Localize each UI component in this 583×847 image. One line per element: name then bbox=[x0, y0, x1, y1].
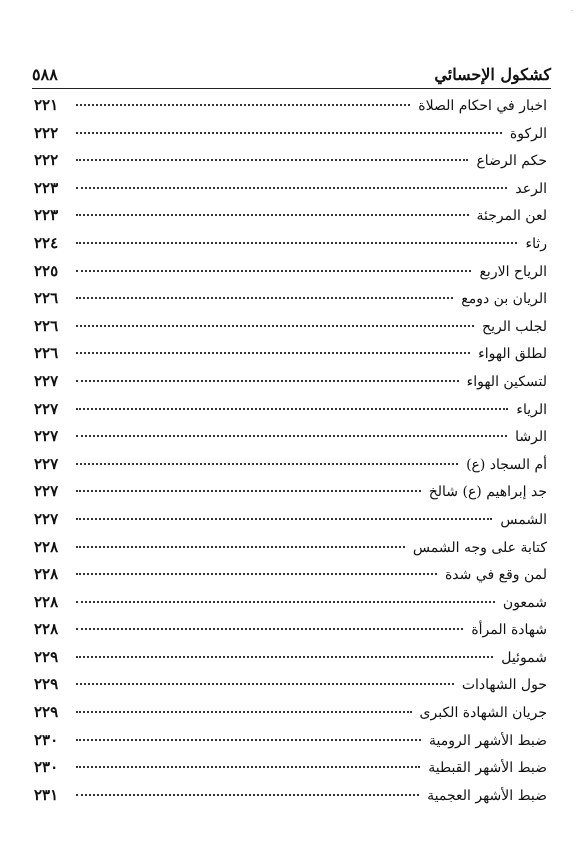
toc-entry-page: ٢٢٣ bbox=[34, 206, 59, 225]
toc-entry-page: ٢٢١ bbox=[34, 96, 59, 114]
toc-entry-title: ضبط الأشهر الرومية bbox=[429, 732, 547, 749]
dot-leader bbox=[76, 601, 495, 603]
toc-entry-page: ٢٣١ bbox=[34, 785, 59, 804]
toc-entry-page: ٢٢٤ bbox=[34, 233, 59, 252]
toc-entry-page: ٢٢٦ bbox=[34, 344, 59, 363]
toc-entry-title: الريان بن دومع bbox=[461, 291, 547, 308]
dot-leader bbox=[76, 380, 459, 382]
table-of-contents bbox=[34, 92, 547, 809]
toc-entry-title: الرياح الاربع bbox=[479, 263, 547, 280]
toc-entry-title: لمن وقع في شدة bbox=[444, 567, 547, 584]
toc-entry-title: الرعد bbox=[515, 180, 547, 197]
dot-leader bbox=[76, 242, 517, 244]
toc-entry bbox=[34, 258, 547, 286]
dot-leader bbox=[76, 159, 468, 161]
toc-entry bbox=[34, 340, 547, 368]
toc-entry bbox=[34, 782, 547, 810]
toc-entry bbox=[34, 616, 547, 644]
toc-entry bbox=[34, 534, 547, 562]
toc-entry-title: جريان الشهادة الكبرى bbox=[419, 705, 547, 722]
toc-entry-title: لتسكين الهواء bbox=[466, 373, 547, 390]
toc-entry bbox=[34, 92, 547, 120]
dot-leader bbox=[76, 435, 507, 437]
toc-entry-page: ٢٢٧ bbox=[34, 427, 59, 446]
toc-entry bbox=[34, 506, 547, 534]
toc-entry-title: شموئيل bbox=[501, 649, 547, 666]
toc-entry-title: ضبط الأشهر العجمية bbox=[427, 787, 547, 804]
dot-leader bbox=[76, 683, 454, 685]
toc-entry bbox=[34, 285, 547, 313]
toc-entry-page: ٢٢٦ bbox=[34, 316, 59, 335]
toc-entry-page: ٢٢٨ bbox=[34, 620, 59, 639]
book-title: كشكول الإحسائي bbox=[434, 65, 551, 84]
toc-entry-title: رثاء bbox=[525, 235, 547, 252]
dot-leader bbox=[76, 518, 492, 520]
toc-entry-title: كتابة على وجه الشمس bbox=[412, 539, 547, 556]
corner-mark: · bbox=[571, 8, 573, 15]
toc-entry bbox=[34, 644, 547, 672]
toc-entry-page: ٢٣٠ bbox=[34, 758, 59, 777]
dot-leader bbox=[76, 297, 453, 299]
toc-entry-page: ٢٢٩ bbox=[34, 647, 59, 666]
toc-entry-page: ٢٢٢ bbox=[34, 123, 59, 142]
toc-entry-page: ٢٢٨ bbox=[34, 565, 59, 584]
toc-entry-page: ٢٢٦ bbox=[34, 289, 59, 308]
toc-entry-title: الرشا bbox=[515, 429, 547, 446]
page-header bbox=[32, 58, 551, 84]
toc-entry bbox=[34, 120, 547, 148]
toc-entry-page: ٢٢٣ bbox=[34, 178, 59, 197]
toc-entry-title: لجلب الريح bbox=[482, 318, 547, 335]
toc-entry bbox=[34, 451, 547, 479]
dot-leader bbox=[76, 766, 420, 768]
toc-entry bbox=[34, 396, 547, 424]
dot-leader bbox=[76, 739, 421, 741]
dot-leader bbox=[76, 325, 474, 327]
toc-entry bbox=[34, 202, 547, 230]
dot-leader bbox=[76, 132, 502, 134]
toc-entry-page: ٢٣٠ bbox=[34, 730, 59, 749]
dot-leader bbox=[76, 408, 508, 410]
toc-entry-title: ضبط الأشهر القبطية bbox=[428, 760, 547, 777]
toc-entry bbox=[34, 727, 547, 755]
dot-leader bbox=[76, 187, 507, 189]
toc-entry-page: ٢٢٧ bbox=[34, 399, 59, 418]
toc-entry-page: ٢٢٧ bbox=[34, 371, 59, 390]
toc-entry-page: ٢٢٨ bbox=[34, 592, 59, 611]
toc-entry-title: جد إبراهيم (ع) شالخ bbox=[428, 484, 547, 501]
toc-entry bbox=[34, 671, 547, 699]
toc-entry-title: لطلق الهواء bbox=[478, 346, 547, 363]
toc-entry-page: ٢٢٧ bbox=[34, 482, 59, 501]
dot-leader bbox=[76, 711, 412, 713]
toc-entry bbox=[34, 313, 547, 341]
toc-entry bbox=[34, 175, 547, 203]
toc-entry-page: ٢٢٨ bbox=[34, 537, 59, 556]
toc-entry-title: الشمس bbox=[500, 511, 547, 528]
dot-leader bbox=[76, 573, 437, 575]
toc-entry-page: ٢٢٧ bbox=[34, 509, 59, 528]
toc-entry-title: حكم الرضاع bbox=[476, 153, 547, 170]
dot-leader bbox=[76, 214, 469, 216]
toc-entry-page: ٢٢٥ bbox=[34, 261, 59, 280]
toc-entry bbox=[34, 230, 547, 258]
dot-leader bbox=[76, 104, 410, 106]
toc-entry-title: لعن المرجئة bbox=[476, 208, 547, 225]
page-number: ٥٨٨ bbox=[32, 65, 58, 84]
toc-entry-title: الرياء bbox=[516, 401, 547, 418]
toc-entry-page: ٢٢٢ bbox=[34, 151, 59, 170]
dot-leader bbox=[76, 794, 419, 796]
toc-entry-title: الركوة bbox=[509, 125, 547, 142]
toc-entry bbox=[34, 589, 547, 617]
toc-entry bbox=[34, 368, 547, 396]
toc-entry bbox=[34, 147, 547, 175]
toc-entry-title: شمعون bbox=[502, 594, 547, 611]
toc-entry bbox=[34, 699, 547, 727]
toc-entry-title: حول الشهادات bbox=[461, 677, 547, 694]
dot-leader bbox=[76, 656, 493, 658]
toc-entry bbox=[34, 561, 547, 589]
dot-leader bbox=[76, 463, 458, 465]
toc-entry-page: ٢٢٧ bbox=[34, 454, 59, 473]
toc-entry-title: شهادة المرأة bbox=[471, 622, 547, 639]
toc-entry bbox=[34, 423, 547, 451]
toc-entry bbox=[34, 754, 547, 782]
dot-leader bbox=[76, 490, 421, 492]
dot-leader bbox=[76, 546, 405, 548]
dot-leader bbox=[76, 352, 470, 354]
toc-entry-title: أم السجاد (ع) bbox=[466, 456, 547, 473]
toc-entry-page: ٢٢٩ bbox=[34, 675, 59, 694]
header-rule bbox=[32, 88, 551, 89]
toc-entry bbox=[34, 478, 547, 506]
dot-leader bbox=[76, 628, 463, 630]
toc-entry-page: ٢٢٩ bbox=[34, 703, 59, 722]
dot-leader bbox=[76, 270, 471, 272]
toc-entry-title: اخبار في احكام الصلاة bbox=[418, 98, 547, 114]
